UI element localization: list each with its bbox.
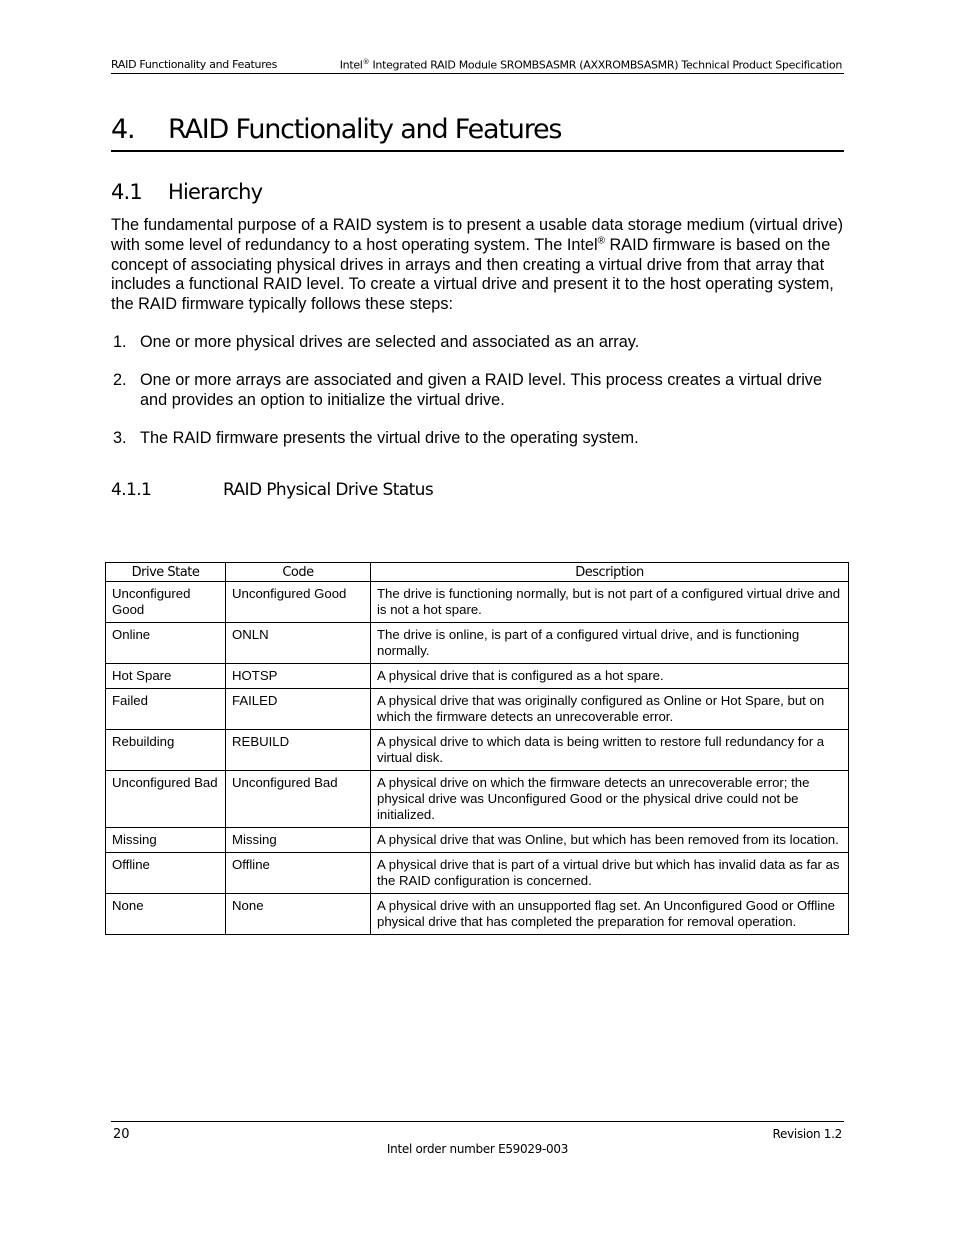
cell-drive-state: Rebuilding (106, 730, 226, 771)
cell-description: A physical drive on which the firmware detects an unrecoverable error; the physical drive was Unconfigured Good or the physical drive could not be initialized. (371, 771, 849, 828)
cell-description: A physical drive that was originally configured as Online or Hot Spare, but on which the firmware detects an unrecoverable error. (371, 689, 849, 730)
cell-code: ONLN (226, 623, 371, 664)
table-header-row (106, 563, 849, 582)
cell-drive-state: Offline (106, 853, 226, 894)
step-number: 3. (113, 429, 127, 448)
chapter-title: RAID Functionality and Features (168, 114, 562, 145)
list-item (111, 429, 844, 448)
subsection-number: 4.1.1 (111, 480, 152, 500)
cell-code: Unconfigured Good (226, 582, 371, 623)
cell-drive-state: Unconfigured Bad (106, 771, 226, 828)
table-row (106, 623, 849, 664)
column-header-description: Description (371, 563, 849, 582)
cell-description: A physical drive with an unsupported flag set. An Unconfigured Good or Offline physical drive that has completed the preparation for removal operation. (371, 894, 849, 935)
cell-code: None (226, 894, 371, 935)
cell-description: A physical drive that was Online, but which has been removed from its location. (371, 828, 849, 853)
column-header-code: Code (226, 563, 371, 582)
section-heading (111, 180, 263, 204)
table-row (106, 771, 849, 828)
section-title: Hierarchy (168, 180, 263, 204)
header-section-title: RAID Functionality and Features (111, 58, 278, 71)
table-row (106, 853, 849, 894)
page-footer (111, 1121, 844, 1156)
cell-code: HOTSP (226, 664, 371, 689)
table-row (106, 828, 849, 853)
subsection-heading (111, 480, 434, 500)
cell-code: Missing (226, 828, 371, 853)
cell-code: FAILED (226, 689, 371, 730)
cell-drive-state: Failed (106, 689, 226, 730)
cell-drive-state: Missing (106, 828, 226, 853)
cell-drive-state: Online (106, 623, 226, 664)
subsection-title: RAID Physical Drive Status (223, 480, 434, 500)
header-document-name: Integrated RAID Module SROMBSASMR (AXXROMBSASMR) Technical Product Specification (369, 58, 842, 72)
list-item (111, 371, 844, 410)
chapter-number: 4. (111, 114, 135, 145)
page-header (111, 56, 844, 74)
steps-list (111, 333, 844, 468)
cell-code: Offline (226, 853, 371, 894)
order-number: Intel order number E59029-003 (386, 1142, 569, 1156)
intro-text-part1: The fundamental purpose of a RAID system is to present a usable data storage medium (virtual drive) with some level of redundancy to a host operating system. The Intel (111, 216, 844, 254)
cell-description: The drive is online, is part of a configured virtual drive, and is functioning normally. (371, 623, 849, 664)
cell-description: A physical drive that is part of a virtual drive but which has invalid data as far as the RAID configuration is concerned. (371, 853, 849, 894)
step-text: One or more physical drives are selected and associated as an array. (140, 333, 640, 351)
cell-drive-state: Unconfigured Good (106, 582, 226, 623)
header-document-title (340, 58, 842, 72)
table-row (106, 664, 849, 689)
table-row (106, 582, 849, 623)
cell-drive-state: Hot Spare (106, 664, 226, 689)
cell-code: Unconfigured Bad (226, 771, 371, 828)
table-row (106, 730, 849, 771)
cell-code: REBUILD (226, 730, 371, 771)
cell-description: A physical drive to which data is being written to restore full redundancy for a virtual disk. (371, 730, 849, 771)
list-item (111, 333, 844, 352)
intro-text-part2: RAID firmware is based on the concept of associating physical drives in arrays and then creating a virtual drive from that array that includes a functional RAID level. To create a virtual drive and present it to the host operating system, the RAID firmware typically follows these steps: (111, 235, 834, 314)
table-row (106, 689, 849, 730)
page-number: 20 (113, 1127, 130, 1142)
header-brand: Intel (339, 58, 363, 72)
column-header-drive-state: Drive State (106, 563, 226, 582)
chapter-heading (111, 114, 844, 152)
cell-description: A physical drive that is configured as a hot spare. (371, 664, 849, 689)
step-text: The RAID firmware presents the virtual drive to the operating system. (140, 429, 639, 448)
section-number: 4.1 (111, 180, 142, 204)
intro-registered-mark: ® (597, 235, 605, 247)
step-number: 2. (113, 371, 127, 390)
table-row (106, 894, 849, 935)
header-registered-mark: ® (362, 58, 370, 66)
drive-status-table (105, 562, 849, 935)
cell-drive-state: None (106, 894, 226, 935)
step-number: 1. (113, 333, 127, 351)
step-text: One or more arrays are associated and given a RAID level. This process creates a virtual drive and provides an option to initialize the virtual drive. (140, 371, 823, 409)
revision-label: Revision 1.2 (772, 1127, 842, 1141)
cell-description: The drive is functioning normally, but is not part of a configured virtual drive and is not a hot spare. (371, 582, 849, 623)
intro-paragraph (111, 216, 844, 315)
